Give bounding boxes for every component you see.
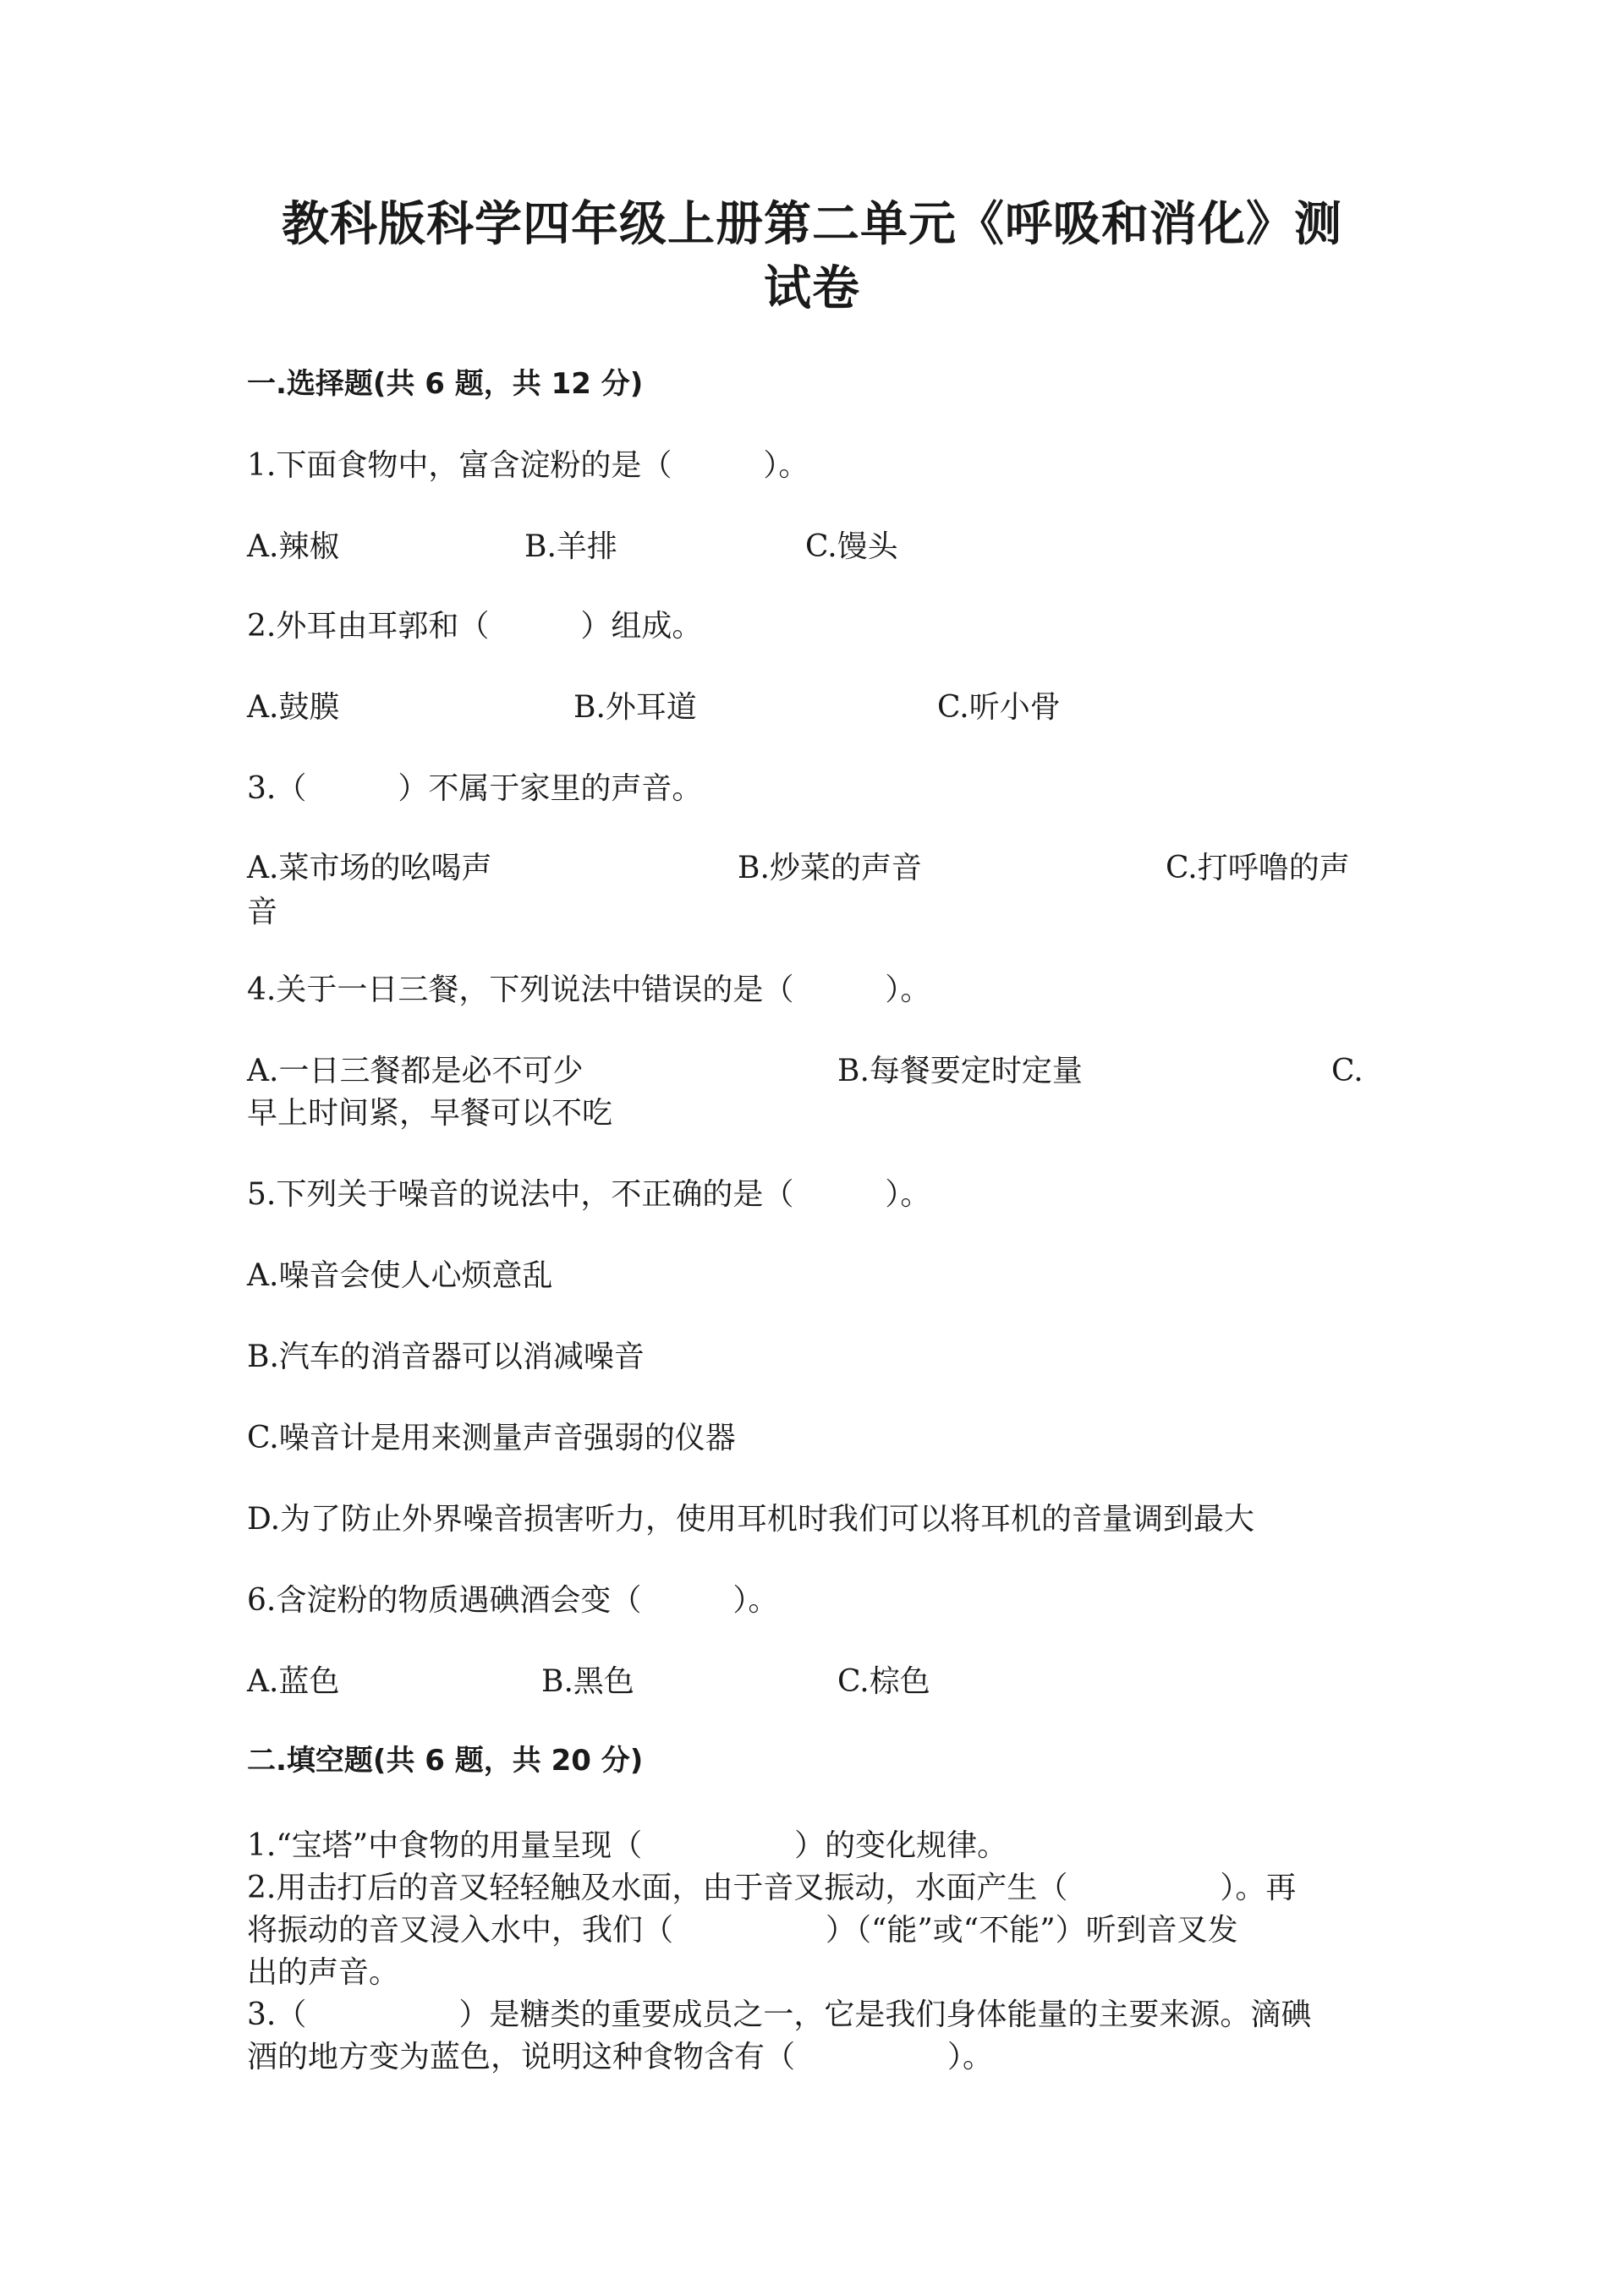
question-4-stem: 4.关于一日三餐，下列说法中错误的是（ ）。: [247, 973, 931, 1007]
fill-2-line-2: 将振动的音叉浸入水中，我们（ ）（“能”或“不能”）听到音叉发: [247, 1913, 1238, 1948]
question-5-option-a: A.噪音会使人心烦意乱: [247, 1258, 553, 1293]
question-2-stem: 2.外耳由耳郭和（ ）组成。: [247, 609, 703, 644]
question-6-option-a: A.蓝色: [247, 1664, 340, 1699]
question-3-option-a: A.菜市场的吆喝声: [247, 851, 492, 885]
question-2-option-a: A.鼓膜: [247, 690, 340, 725]
question-5-stem: 5.下列关于噪音的说法中，不正确的是（ ）。: [247, 1177, 931, 1212]
question-1-stem: 1.下面食物中，富含淀粉的是（ ）。: [247, 448, 809, 483]
title-line-1: 教科版科学四年级上册第二单元《呼吸和消化》测: [282, 197, 1342, 252]
question-6-stem: 6.含淀粉的物质遇碘酒会变（ ）。: [247, 1583, 779, 1618]
question-4-option-b: B.每餐要定时定量: [837, 1054, 1083, 1088]
question-3-stem: 3.（ ）不属于家里的声音。: [247, 771, 703, 806]
question-4-option-c-continued: 早上时间紧，早餐可以不吃: [247, 1096, 613, 1131]
question-3-option-c: C.打呼噜的声: [1166, 851, 1350, 885]
fill-3-line-1: 3.（ ）是糖类的重要成员之一，它是我们身体能量的主要来源。滴碘: [247, 1997, 1312, 2032]
question-2-option-c: C.听小骨: [937, 690, 1061, 725]
question-2-option-b: B.外耳道: [573, 690, 697, 725]
question-1-option-b: B.羊排: [524, 529, 617, 564]
question-5-option-d: D.为了防止外界噪音损害听力，使用耳机时我们可以将耳机的音量调到最大: [247, 1502, 1255, 1537]
question-5-option-c: C.噪音计是用来测量声音强弱的仪器: [247, 1421, 736, 1455]
question-6-option-b: B.黑色: [541, 1664, 634, 1699]
question-6-option-c: C.棕色: [837, 1664, 930, 1699]
question-3-option-c-continued: 音: [247, 895, 278, 929]
question-4-option-a: A.一日三餐都是必不可少: [247, 1054, 584, 1088]
question-5-option-b: B.汽车的消音器可以消减噪音: [247, 1340, 645, 1374]
section-heading-fill-in: 二.填空题(共 6 题，共 20 分): [247, 1744, 644, 1778]
title-line-2: 试卷: [764, 261, 860, 316]
question-1-option-c: C.馒头: [805, 529, 898, 564]
question-1-option-a: A.辣椒: [247, 529, 340, 564]
question-3-option-b: B.炒菜的声音: [738, 851, 922, 885]
section-heading-choice: 一.选择题(共 6 题，共 12 分): [247, 367, 644, 401]
fill-3-line-2: 酒的地方变为蓝色，说明这种食物含有（ ）。: [247, 2040, 994, 2074]
question-4-option-c: C.: [1331, 1054, 1363, 1088]
exam-title: [254, 193, 1370, 321]
fill-2-line-3: 出的声音。: [247, 1955, 400, 1990]
fill-1-line-1: 1.“宝塔”中食物的用量呈现（ ）的变化规律。: [247, 1828, 1008, 1863]
fill-2-line-1: 2.用击打后的音叉轻轻触及水面，由于音叉振动，水面产生（ ）。再: [247, 1871, 1297, 1905]
